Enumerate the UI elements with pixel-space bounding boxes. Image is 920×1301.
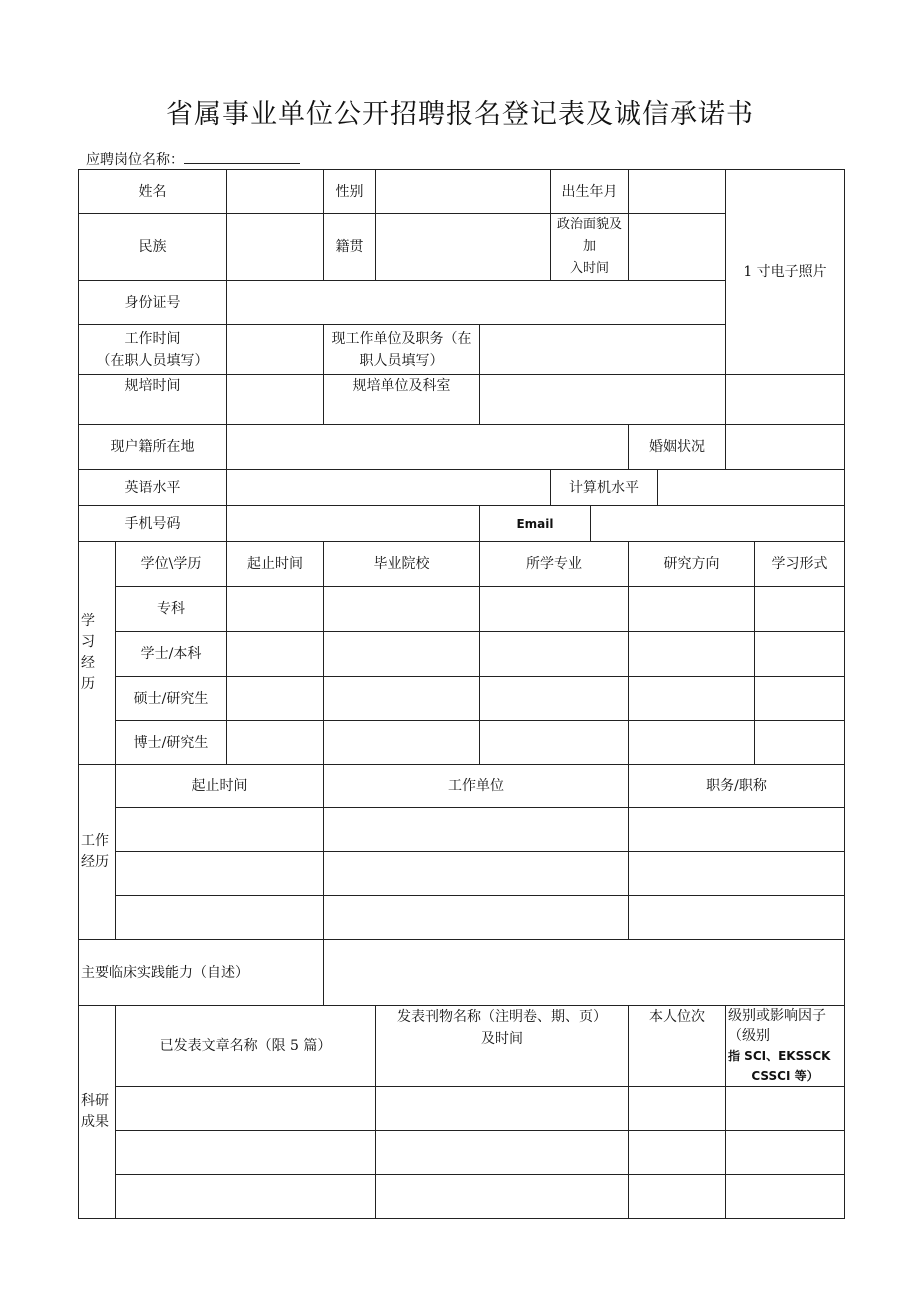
work-time-value[interactable]: [227, 325, 324, 375]
marital-value[interactable]: [726, 425, 845, 470]
photo-box[interactable]: [726, 170, 845, 375]
row-phone: [79, 506, 845, 542]
training-extra[interactable]: [726, 375, 845, 425]
clinical-value[interactable]: [324, 940, 845, 1006]
current-unit-label-line2: 职人员填写）: [359, 352, 444, 369]
clinical-row: [79, 940, 845, 1006]
work-cell[interactable]: [629, 852, 845, 896]
current-unit-label: [324, 325, 480, 375]
training-time-value[interactable]: [227, 375, 324, 425]
email-value[interactable]: [591, 506, 845, 542]
work-header-row: [79, 765, 845, 808]
education-section-text: 学习经历: [81, 613, 95, 692]
name-label: 姓名: [79, 170, 227, 214]
education-cell[interactable]: [324, 632, 480, 677]
research-header-level-line2-text: 指 SCI、EKSSCK: [728, 1049, 831, 1063]
research-cell[interactable]: [726, 1131, 845, 1175]
research-section-label: [79, 1006, 116, 1219]
work-cell[interactable]: [116, 852, 324, 896]
research-cell[interactable]: [116, 1131, 376, 1175]
work-time-label-line1: 工作时间: [124, 330, 181, 347]
work-row: [79, 808, 845, 852]
political-label: [551, 214, 629, 281]
work-time-label: [79, 325, 227, 375]
research-header-author-order: 本人位次: [629, 1006, 726, 1087]
computer-label: 计算机水平: [551, 470, 658, 506]
education-cell[interactable]: [629, 632, 755, 677]
computer-value[interactable]: [658, 470, 845, 506]
work-section-label: [79, 765, 116, 940]
research-header-level-line2: [728, 1046, 842, 1066]
education-cell[interactable]: [480, 587, 629, 632]
name-value[interactable]: [227, 170, 324, 214]
education-row: [79, 587, 845, 632]
education-cell[interactable]: [629, 721, 755, 765]
research-header-journal: [376, 1006, 629, 1087]
education-header-school: 毕业院校: [324, 542, 480, 587]
work-cell[interactable]: [324, 808, 629, 852]
work-time-label-line2: （在职人员填写）: [96, 352, 209, 369]
research-cell[interactable]: [726, 1175, 845, 1219]
ethnicity-value[interactable]: [227, 214, 324, 281]
research-cell[interactable]: [629, 1175, 726, 1219]
education-cell[interactable]: [324, 721, 480, 765]
work-cell[interactable]: [324, 896, 629, 940]
page-title: 省属事业单位公开招聘报名登记表及诚信承诺书: [166, 99, 754, 130]
research-header-level-line3: [728, 1066, 842, 1086]
political-label-line1: 政治面貌及加: [556, 217, 622, 254]
training-unit-value[interactable]: [480, 375, 726, 425]
education-header-research: 研究方向: [629, 542, 755, 587]
education-cell[interactable]: [480, 677, 629, 721]
birth-value[interactable]: [629, 170, 726, 214]
research-header-level-line3-text: CSSCI 等）: [751, 1069, 819, 1083]
education-row-label: 学士/本科: [116, 632, 227, 677]
research-section-line1: 科研: [81, 1093, 109, 1109]
education-cell[interactable]: [755, 632, 845, 677]
clinical-label: 主要临床实践能力（自述）: [79, 940, 324, 1006]
education-cell[interactable]: [755, 721, 845, 765]
education-cell[interactable]: [227, 632, 324, 677]
education-cell[interactable]: [227, 721, 324, 765]
research-cell[interactable]: [116, 1087, 376, 1131]
research-cell[interactable]: [376, 1087, 629, 1131]
research-header-articles: 已发表文章名称（限 5 篇）: [116, 1006, 376, 1087]
phone-value[interactable]: [227, 506, 480, 542]
english-value[interactable]: [227, 470, 551, 506]
education-header-form: 学习形式: [755, 542, 845, 587]
household-value[interactable]: [227, 425, 629, 470]
marital-label: 婚姻状况: [629, 425, 726, 470]
gender-value[interactable]: [376, 170, 551, 214]
research-row: [79, 1131, 845, 1175]
training-time-label: 规培时间: [79, 375, 227, 425]
work-header-unit: 工作单位: [324, 765, 629, 808]
work-cell[interactable]: [324, 852, 629, 896]
work-cell[interactable]: [116, 896, 324, 940]
applied-position-blank[interactable]: [184, 151, 300, 164]
research-cell[interactable]: [376, 1175, 629, 1219]
research-header-level: [726, 1006, 845, 1087]
research-cell[interactable]: [376, 1131, 629, 1175]
education-cell[interactable]: [629, 677, 755, 721]
education-cell[interactable]: [324, 677, 480, 721]
political-value[interactable]: [629, 214, 726, 281]
native-place-label: 籍贯: [324, 214, 376, 281]
work-cell[interactable]: [116, 808, 324, 852]
work-row: [79, 896, 845, 940]
row-training: [79, 375, 845, 425]
current-unit-label-line1: 现工作单位及职务（在: [331, 330, 472, 347]
row-english: [79, 470, 845, 506]
id-number-label: 身份证号: [79, 281, 227, 325]
education-row: [79, 721, 845, 765]
education-cell[interactable]: [324, 587, 480, 632]
work-cell[interactable]: [629, 896, 845, 940]
education-row-label: 专科: [116, 587, 227, 632]
work-header-title: 职务/职称: [629, 765, 845, 808]
row-household: [79, 425, 845, 470]
research-cell[interactable]: [116, 1175, 376, 1219]
english-label: 英语水平: [79, 470, 227, 506]
work-header-period: 起止时间: [116, 765, 324, 808]
id-number-value[interactable]: [227, 281, 726, 325]
education-cell[interactable]: [227, 587, 324, 632]
education-row: [79, 632, 845, 677]
education-header-period: 起止时间: [227, 542, 324, 587]
education-cell[interactable]: [480, 721, 629, 765]
ethnicity-label: 民族: [79, 214, 227, 281]
education-header-major: 所学专业: [480, 542, 629, 587]
native-place-value[interactable]: [376, 214, 551, 281]
work-cell[interactable]: [629, 808, 845, 852]
education-cell[interactable]: [755, 587, 845, 632]
research-cell[interactable]: [629, 1087, 726, 1131]
education-cell[interactable]: [227, 677, 324, 721]
training-unit-label: 规培单位及科室: [324, 375, 480, 425]
research-header-journal-line2: 及时间: [481, 1031, 523, 1047]
research-header-row: [79, 1006, 845, 1087]
applied-position: [86, 149, 300, 169]
household-label: 现户籍所在地: [79, 425, 227, 470]
photo-label: 1 寸电子照片: [743, 264, 827, 280]
research-section-line2: 成果: [81, 1114, 109, 1130]
research-row: [79, 1087, 845, 1131]
education-header-row: [79, 542, 845, 587]
research-cell[interactable]: [726, 1087, 845, 1131]
education-section-label: [79, 542, 116, 765]
current-unit-value[interactable]: [480, 325, 726, 375]
political-label-line2: 入时间: [569, 261, 609, 276]
phone-label: 手机号码: [79, 506, 227, 542]
education-cell[interactable]: [629, 587, 755, 632]
work-section-line1: 工作: [81, 833, 109, 849]
row-name: [79, 170, 845, 214]
education-row: [79, 677, 845, 721]
education-cell[interactable]: [755, 677, 845, 721]
work-row: [79, 852, 845, 896]
email-label: Email: [480, 506, 591, 542]
research-header-level-line1: 级别或影响因子（级别: [728, 1008, 826, 1044]
research-header-journal-line1: 发表刊物名称（注明卷、期、页）: [397, 1009, 607, 1025]
registration-form: [78, 169, 845, 1219]
research-row: [79, 1175, 845, 1219]
education-cell[interactable]: [480, 632, 629, 677]
education-row-label: 博士/研究生: [116, 721, 227, 765]
education-header-degree: 学位\学历: [116, 542, 227, 587]
research-cell[interactable]: [629, 1131, 726, 1175]
applied-position-label: 应聘岗位名称：: [86, 152, 184, 168]
education-row-label: 硕士/研究生: [116, 677, 227, 721]
work-section-line2: 经历: [81, 854, 109, 870]
gender-label: 性别: [324, 170, 376, 214]
birth-label: 出生年月: [551, 170, 629, 214]
